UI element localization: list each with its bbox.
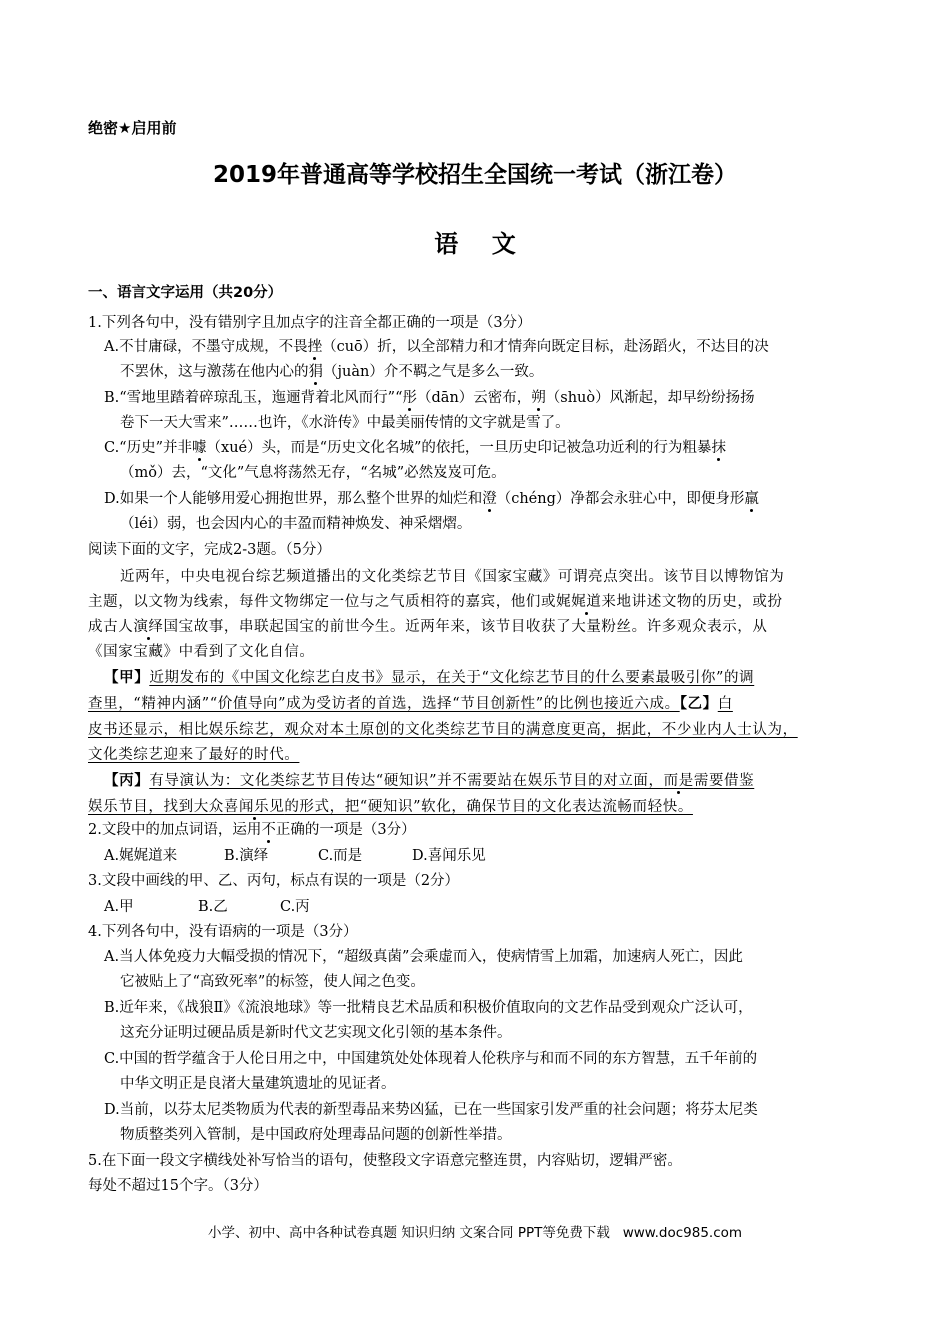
dotted-word: 喜闻乐见 <box>223 799 285 815</box>
passage-p1-line3: 成古人演绎国宝故事，串联起国宝的前世今生。近两年来，该节目收获了大量粉丝。许多观众表示，从 <box>88 619 768 635</box>
q4-option-a: A.当人体免疫力大幅受损的情况下，“超级真菌”会乘虚而入，使病情雪上加霜，加速病人死亡，因此 <box>104 949 743 965</box>
dotted-char: 抹 <box>711 440 726 456</box>
q4-stem: 4.下列各句中，没有语病的一项是（3分） <box>88 924 358 940</box>
passage-p1-line2: 主题，以文物为线索，每件文物绑定一位与之气质相符的嘉宾，他们或娓娓道来地讲述文物的历史，或扮 <box>88 594 783 610</box>
q5-stem-cont: 每处不超过15个字。（3分） <box>88 1178 268 1194</box>
section-heading: 一、语言文字运用（共20分） <box>88 285 283 301</box>
dotted-char: 澄 <box>482 491 497 507</box>
marker-jia: 【甲】 <box>104 670 150 686</box>
q5-stem: 5.在下面一段文字横线处补写恰当的语句，使整段文字语意完整连贯，内容贴切，逻辑严密。 <box>88 1153 682 1169</box>
q2-option-d: D.喜闻乐见 <box>412 848 486 864</box>
q1-option-b: B.“雪地里踏着碎琼乱玉，迤逦背着北风而行”“彤（dān）云密布，朔（shuò）风渐起，却早纷纷扬扬 <box>104 390 755 406</box>
passage-p2-line2: 查里，“精神内涵”“价值导向”成为受访者的首选，选择“节目创新性”的比例也接近六成。【乙】白 <box>88 696 733 712</box>
q3-stem: 3.文段中画线的甲、乙、丙句，标点有误的一项是（2分） <box>88 873 460 889</box>
q1-option-d-cont: （léi）弱，也会因内心的丰盈而精神焕发、神采熠熠。 <box>120 516 472 532</box>
q4-option-d: D.当前，以芬太尼类物质为代表的新型毒品来势凶猛，已在一些国家引发严重的社会问题；将芬太尼类 <box>104 1102 758 1118</box>
dotted-char: 羸 <box>744 491 759 507</box>
passage-p1-line4: 《国家宝藏》中看到了文化自信。 <box>88 644 315 660</box>
q3-option-a: A.甲 <box>104 899 134 915</box>
q1-option-d: D.如果一个人能够用爱心拥抱世界，那么整个世界的灿烂和澄（chéng）净都会永驻心中，即便身形羸 <box>104 491 759 507</box>
passage-p2-line3: 皮书还显示，相比娱乐综艺，观众对本土原创的文化类综艺节目的满意度更高，据此，不少业内人士认为， <box>88 722 798 738</box>
passage-p3-line2: 娱乐节目，找到大众喜闻乐见的形式，把“硬知识”软化，确保节目的文化表达流畅而轻快。 <box>88 799 693 815</box>
q2-option-b: B.演绎 <box>224 848 269 864</box>
q1-option-c: C.“历史”并非噱（xué）头，而是“历史文化名城”的依托，一旦历史印记被急功近利的行为粗暴抹 <box>104 440 726 456</box>
q2-option-c: C.而是 <box>318 848 363 864</box>
dotted-char: 朔 <box>531 390 546 406</box>
dotted-char: 挫 <box>307 339 323 355</box>
dotted-word: 演绎 <box>133 619 164 635</box>
dotted-char: 不 <box>261 822 276 838</box>
q4-option-d-cont: 物质整类列入管制，是中国政府处理毒品问题的创新性举措。 <box>120 1127 512 1143</box>
q4-option-c: C.中国的哲学蕴含于人伦日用之中，中国建筑处处体现着人伦秩序与和而不同的东方智慧，五千年前的 <box>104 1051 758 1067</box>
q1-option-a: A.不甘庸碌，不墨守成规，不畏挫（cuō）折，以全部精力和才情奔向既定目标，赴汤蹈火，不达目的决 <box>104 339 769 355</box>
marker-bing: 【丙】 <box>104 773 150 789</box>
q1-option-a-cont: 不罢休，这与激荡在他内心的狷（juàn）介不羁之气是多么一致。 <box>120 364 544 380</box>
passage-p1-line1: 近两年，中央电视台综艺频道播出的文化类综艺节目《国家宝藏》可谓亮点突出。该节目以博物馆为 <box>120 569 785 585</box>
dotted-char: 彤 <box>402 390 418 406</box>
q3-option-c: C.丙 <box>280 899 310 915</box>
dotted-char: 噱 <box>192 440 207 456</box>
marker-yi: 【乙】 <box>679 696 718 712</box>
q1-option-c-cont: （mǒ）去，“文化”气息将荡然无存，“名城”必然岌岌可危。 <box>120 465 506 481</box>
dotted-char: 狷 <box>308 364 323 380</box>
q4-option-a-cont: 它被贴上了“高致死率”的标签，使人闻之色变。 <box>120 974 425 990</box>
reading-intro: 阅读下面的文字，完成2-3题。（5分） <box>88 542 331 558</box>
footer-text: 小学、初中、高中各种试卷真题 知识归纳 文案合同 PPT等免费下载 www.doc985.com <box>207 1225 743 1241</box>
q2-stem: 2.文段中的加点词语，运用不正确的一项是（3分） <box>88 822 416 838</box>
q2-option-a: A.娓娓道来 <box>104 848 178 864</box>
passage-p3-line1: 【丙】有导演认为：文化类综艺节目传达“硬知识”并不需要站在娱乐节目的对立面，而是需要借鉴 <box>104 773 755 789</box>
q4-option-b: B.近年来，《战狼Ⅱ》《流浪地球》等一批精良艺术品质和积极价值取向的文艺作品受到观众广泛认可， <box>104 1000 753 1016</box>
secret-label: 绝密★启用前 <box>88 119 177 137</box>
q1-stem: 1.下列各句中，没有错别字且加点字的注音全都正确的一项是（3分） <box>88 315 532 331</box>
passage-p2-line1: 【甲】近期发布的《中国文化综艺白皮书》显示，在关于“文化综艺节目的什么要素最吸引你”的调 <box>104 670 755 686</box>
dotted-word: 娓娓道来 <box>556 594 617 610</box>
passage-p2-line4: 文化类综艺迎来了最好的时代。 <box>88 747 300 763</box>
q1-option-b-cont: 卷下一天大雪来”……也许，《水浒传》中最美丽传情的文字就是雪了。 <box>120 415 570 431</box>
q4-option-b-cont: 这充分证明过硬品质是新时代文艺实现文化引领的基本条件。 <box>120 1025 512 1041</box>
subject-title: 语 文 <box>434 230 516 258</box>
dotted-word: 而是 <box>663 773 694 789</box>
q4-option-c-cont: 中华文明正是良渚大量建筑遗址的见证者。 <box>120 1076 396 1092</box>
q3-option-b: B.乙 <box>198 899 228 915</box>
exam-title: 2019年普通高等学校招生全国统一考试（浙江卷） <box>212 162 737 188</box>
